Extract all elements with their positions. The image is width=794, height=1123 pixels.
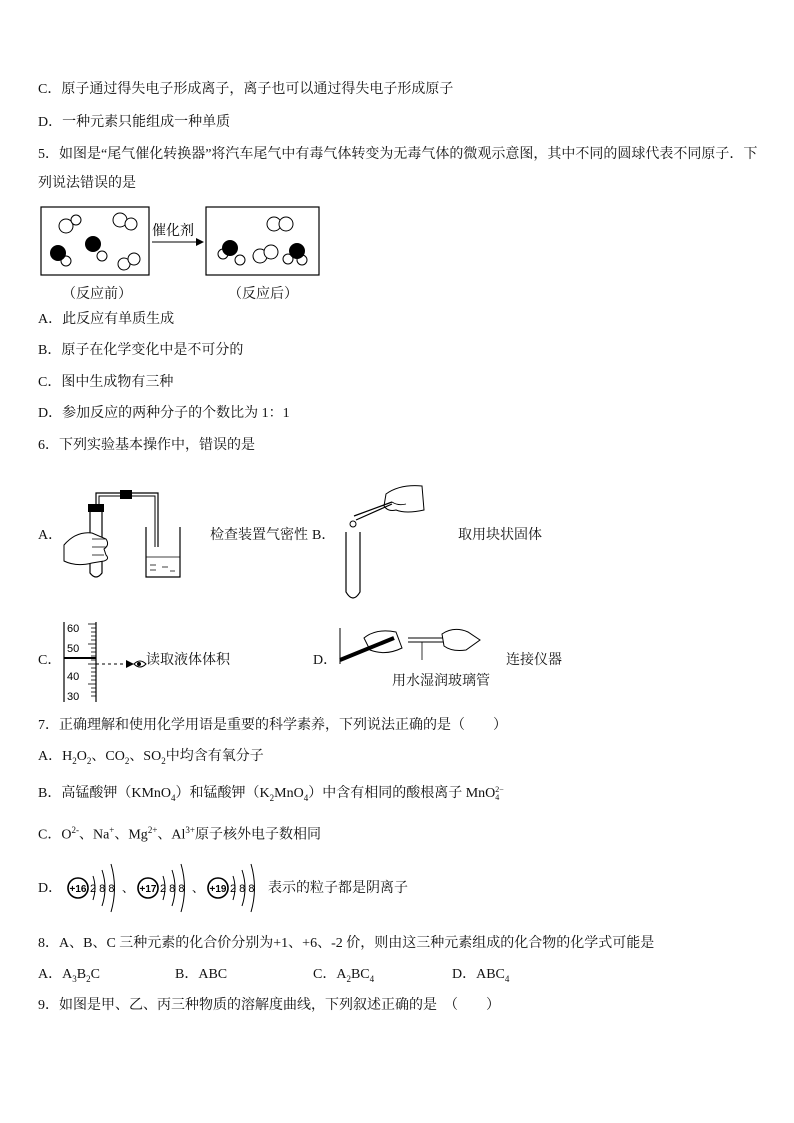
q6-b-letter: B． (312, 528, 336, 543)
tick-label: 30 (67, 691, 80, 703)
tick-label: 50 (67, 643, 80, 655)
q5-stem-line2: 列说法错误的是 (38, 176, 136, 191)
q6-d-caption: 用水湿润玻璃管 (392, 674, 490, 689)
tick-label: 40 (67, 671, 80, 683)
q8-option-c: C．$A_2BC_4$ (313, 967, 375, 984)
q8-option-a: A．$A_3B_2C$ (38, 967, 100, 984)
q7-option-b: B．高锰酸钾（KMnO$_4$）和锰酸钾$(K_2MnO_4)$中含有相同的酸根离子 MnO 2− 4 (38, 784, 504, 803)
q6-d-text: 连接仪器 (506, 653, 562, 668)
q4-option-d: D．一种元素只能组成一种单质 (38, 115, 231, 130)
after-caption: （反应后） (228, 287, 298, 302)
graduated-cylinder-illustration (60, 620, 156, 704)
q6-c-text: 读取液体体积 (146, 653, 230, 668)
atom-white-large (264, 245, 278, 259)
atomic-structure-diagrams (60, 852, 270, 922)
q8-option-b: B．ABC (175, 967, 228, 982)
svg-text:+19: +19 (209, 884, 227, 895)
atom-black (85, 236, 101, 252)
atom-white-small (235, 255, 245, 265)
q7-option-c: C．$O^{2-}$、Na+、$Mg^{2+}$、$Al^{3+}$原子核外电子数相同 (38, 825, 321, 843)
atom-white-small (125, 218, 137, 230)
q6-b-text: 取用块状固体 (458, 528, 542, 543)
atom-black (222, 240, 238, 256)
q5-stem-line1: 5．如图是“尾气催化转换器”将汽车尾气中有毒气体转变为无毒气体的微观示意图，其中不同的圆球代表不同原子．下 (38, 147, 758, 162)
q6-c-letter: C． (38, 653, 62, 668)
atom-diagram-1 (68, 864, 115, 912)
svg-text:2 8 8: 2 8 8 (160, 883, 185, 895)
q6-d-letter: D． (313, 653, 338, 668)
atom-black (289, 243, 305, 259)
atom-white-small (97, 251, 107, 261)
catalyst-label: 催化剂 (152, 222, 194, 238)
solid-pickup-illustration (336, 480, 436, 604)
q5-option-b: B．原子在化学变化中是不可分的 (38, 343, 244, 358)
svg-text:+16: +16 (69, 884, 87, 895)
atom-white-small (71, 215, 81, 225)
q5-option-d: D．参加反应的两种分子的个数比为 1：1 (38, 406, 290, 421)
atom-black (50, 245, 66, 261)
atom-diagram-2 (138, 864, 185, 912)
q7-stem: 7．正确理解和使用化学用语是重要的科学素养，下列说法正确的是（ ） (38, 718, 507, 733)
q6-a-text: 检查装置气密性 (210, 528, 308, 543)
q9-stem: 9．如图是甲、乙、丙三种物质的溶解度曲线，下列叙述正确的是 （ ） (38, 998, 500, 1013)
before-caption: （反应前） (62, 287, 132, 302)
q6-stem: 6．下列实验基本操作中，错误的是 (38, 438, 255, 453)
atom-white-small (128, 253, 140, 265)
svg-text:2 8 8: 2 8 8 (230, 883, 255, 895)
q8-stem: 8．A、B、C 三种元素的化合价分别为+1、+6、-2 价，则由这三种元素组成的化合物的化学式可能是 (38, 936, 655, 951)
connect-apparatus-illustration (336, 626, 496, 666)
svg-text:2 8 8: 2 8 8 (90, 883, 115, 895)
svg-text:+17: +17 (139, 884, 157, 895)
atom-diagram-3 (208, 864, 255, 912)
q7-d-text: 表示的粒子都是阴离子 (268, 881, 408, 896)
svg-text:、: 、 (122, 881, 135, 895)
airtightness-check-illustration (62, 487, 192, 583)
q5-option-a: A．此反应有单质生成 (38, 312, 175, 327)
q6-a-letter: A． (38, 528, 63, 543)
q7-option-a: A．$H_2O_2$、$CO_2$、$SO_2$中均含有氧分子 (38, 749, 264, 766)
q7-d-letter: D． (38, 881, 63, 896)
atom-white-large (279, 217, 293, 231)
q4-option-c: C．原子通过得失电子形成离子，离子也可以通过得失电子形成原子 (38, 82, 454, 97)
q8-option-d: D．$ABC_4$ (452, 967, 510, 984)
arrow-head (196, 238, 204, 246)
q5-option-c: C．图中生成物有三种 (38, 375, 174, 390)
svg-text:、: 、 (192, 881, 205, 895)
tick-label: 60 (67, 623, 80, 635)
